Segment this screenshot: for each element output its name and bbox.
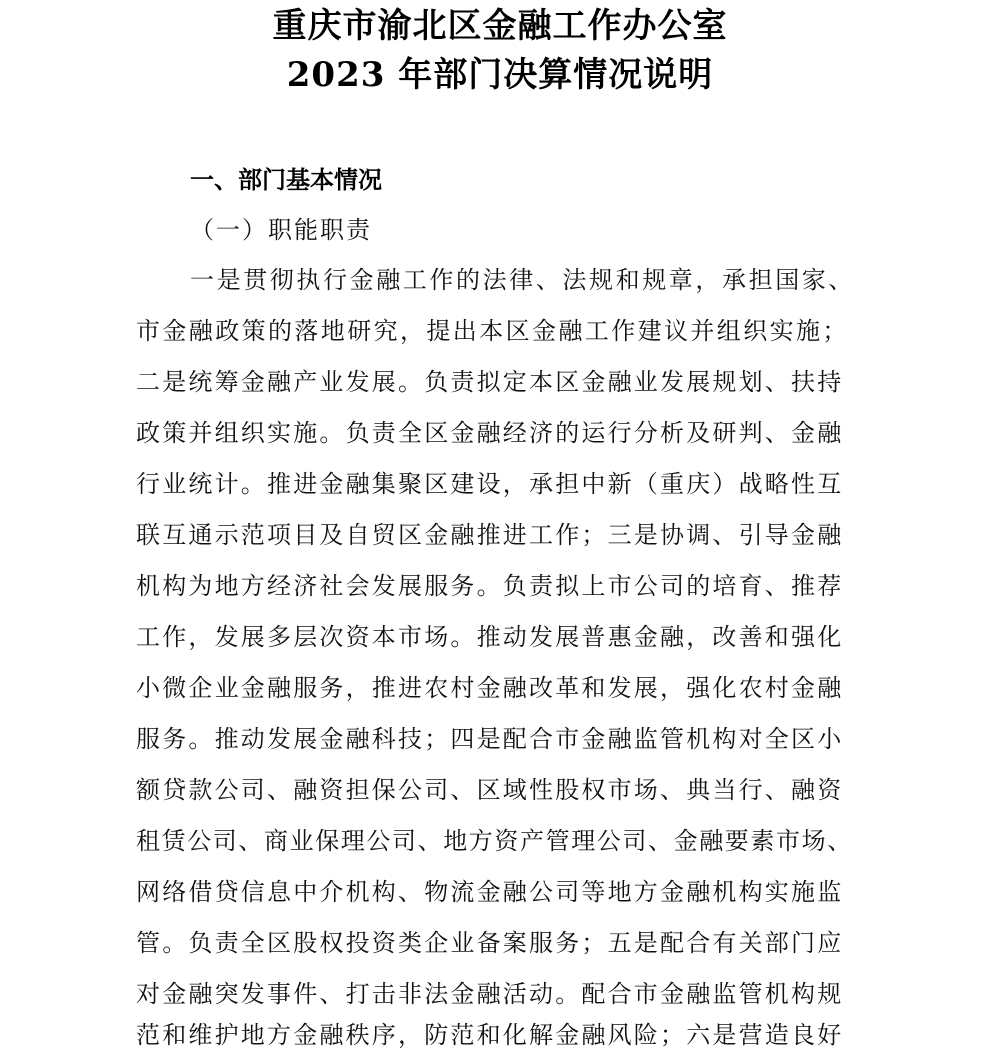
document-title-line-2: 2023 年部门决算情况说明 (286, 55, 714, 95)
subsection-heading: （一）职能职责 (190, 216, 372, 244)
paragraph-line: 租赁公司、商业保理公司、地方资产管理公司、金融要素市场、 (136, 827, 853, 855)
section-heading: 一、部门基本情况 (190, 166, 382, 194)
document-title-line-1: 重庆市渝北区金融工作办公室 (272, 6, 728, 46)
paragraph-line: 工作，发展多层次资本市场。推动发展普惠金融，改善和强化 (136, 623, 844, 651)
paragraph-line: 对金融突发事件、打击非法金融活动。配合市金融监管机构规 (136, 980, 844, 1008)
paragraph-line: 行业统计。推进金融集聚区建设，承担中新（重庆）战略性互 (136, 470, 844, 498)
paragraph-line: 网络借贷信息中介机构、物流金融公司等地方金融机构实施监 (136, 878, 844, 906)
paragraph-line: 联互通示范项目及自贸区金融推进工作；三是协调、引导金融 (136, 521, 844, 549)
paragraph-line: 政策并组织实施。负责全区金融经济的运行分析及研判、金融 (136, 419, 844, 447)
paragraph-line: 二是统筹金融产业发展。负责拟定本区金融业发展规划、扶持 (136, 368, 844, 396)
paragraph-line: 服务。推动发展金融科技；四是配合市金融监管机构对全区小 (136, 725, 844, 753)
paragraph-line: 小微企业金融服务，推进农村金融改革和发展，强化农村金融 (136, 674, 844, 702)
paragraph-line: 机构为地方经济社会发展服务。负责拟上市公司的培育、推荐 (136, 572, 844, 600)
paragraph-line: 市金融政策的落地研究，提出本区金融工作建议并组织实施； (136, 317, 849, 345)
paragraph-line: 范和维护地方金融秩序，防范和化解金融风险；六是营造良好 (136, 1021, 844, 1049)
paragraph-line: 额贷款公司、融资担保公司、区域性股权市场、典当行、融资 (136, 776, 844, 804)
paragraph-line: 管。负责全区股权投资类企业备案服务；五是配合有关部门应 (136, 929, 844, 957)
paragraph-line: 一是贯彻执行金融工作的法律、法规和规章，承担国家、 (190, 266, 855, 294)
